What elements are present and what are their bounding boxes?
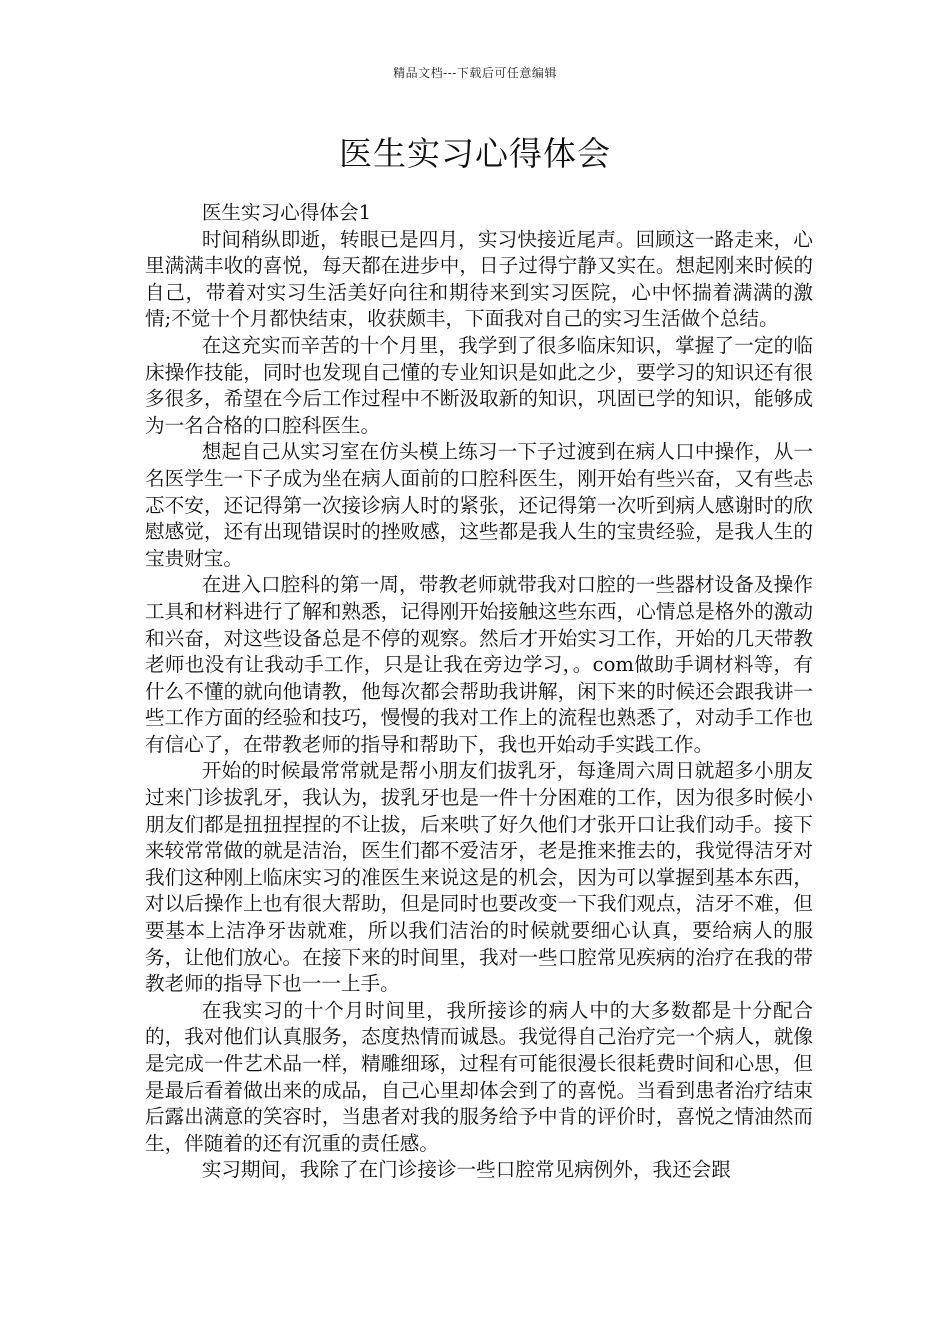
- document-title: 医生实习心得体会: [339, 134, 611, 173]
- paragraph: 开始的时候最常常就是帮小朋友们拔乳牙，每逢周六周日就超多小朋友过来门诊拔乳牙，我认为，拔乳牙也是一件十分困难的工作，因为很多时候小朋友们都是扭扭捏捏的不让拔，后来哄了好久他们才张开口让我们动手。接下来较常常做的就是洁治，医生们都不爱洁牙，老是推来推去的，我觉得洁牙对我们这种刚上临床实习的准医生来说这是的机会，因为可以掌握到基本东西，对以后操作上也有很大帮助，但是同时也要改变一下我们观点，洁牙不难，但要基本上洁净牙齿就难，所以我们洁治的时候就要细心认真，要给病人的服务，让他们放心。在接下来的时间里，我对一些口腔常见疾病的治疗在我的带教老师的指导下也一一上手。: [145, 759, 813, 996]
- paragraph: 在进入口腔科的第一周，带教老师就带我对口腔的一些器材设备及操作工具和材料进行了解和熟悉，记得刚开始接触这些东西，心情总是格外的激动和兴奋，对这些设备总是不停的观察。然后才开始实习工作，开始的几天带教老师也没有让我动手工作，只是让我在旁边学习，。com做助手调材料等，有什么不懂的就向他请教，他每次都会帮助我讲解，闲下来的时候还会跟我讲一些工作方面的经验和技巧，慢慢的我对工作上的流程也熟悉了，对动手工作也有信心了，在带教老师的指导和帮助下，我也开始动手实践工作。: [145, 573, 813, 756]
- document-body: [145, 200, 813, 1184]
- paragraph: 在这充实而辛苦的十个月里，我学到了很多临床知识，掌握了一定的临床操作技能，同时也发现自己懂的专业知识是如此之少，要学习的知识还有很多很多，希望在今后工作过程中不断汲取新的知识，巩固已学的知识，能够成为一名合格的口腔科医生。: [145, 333, 813, 437]
- paragraph: 时间稍纵即逝，转眼已是四月，实习快接近尾声。回顾这一路走来，心里满满丰收的喜悦，每天都在进步中，日子过得宁静又实在。想起刚来时候的自己，带着对实习生活美好向往和期待来到实习医院，心中怀揣着满满的激情;不觉十个月都快结束，收获颇丰，下面我对自己的实习生活做个总结。: [145, 227, 813, 331]
- header-note: 精品文档---下载后可任意编辑: [393, 66, 557, 80]
- paragraph: 想起自己从实习室在仿头模上练习一下子过渡到在病人口中操作，从一名医学生一下子成为坐在病人面前的口腔科医生，刚开始有些兴奋，又有些忐忑不安，还记得第一次接诊病人时的紧张，还记得第一次听到病人感谢时的欣慰感觉，还有出现错误时的挫败感，这些都是我人生的宝贵经验，是我人生的宝贵财宝。: [145, 440, 813, 570]
- section-heading: 医生实习心得体会1: [201, 201, 372, 224]
- paragraph: 在我实习的十个月时间里，我所接诊的病人中的大多数都是十分配合的，我对他们认真服务，态度热情而诚恳。我觉得自己治疗完一个病人，就像是完成一件艺术品一样，精雕细琢，过程有可能很漫长很耗费时间和心思，但是最后看着做出来的成品，自己心里却体会到了的喜悦。当看到患者治疗结束后露出满意的笑容时，当患者对我的服务给予中肯的评价时，喜悦之情油然而生，伴随着的还有沉重的责任感。: [145, 998, 813, 1155]
- paragraph: 实习期间，我除了在门诊接诊一些口腔常见病例外，我还会跟: [201, 1158, 731, 1182]
